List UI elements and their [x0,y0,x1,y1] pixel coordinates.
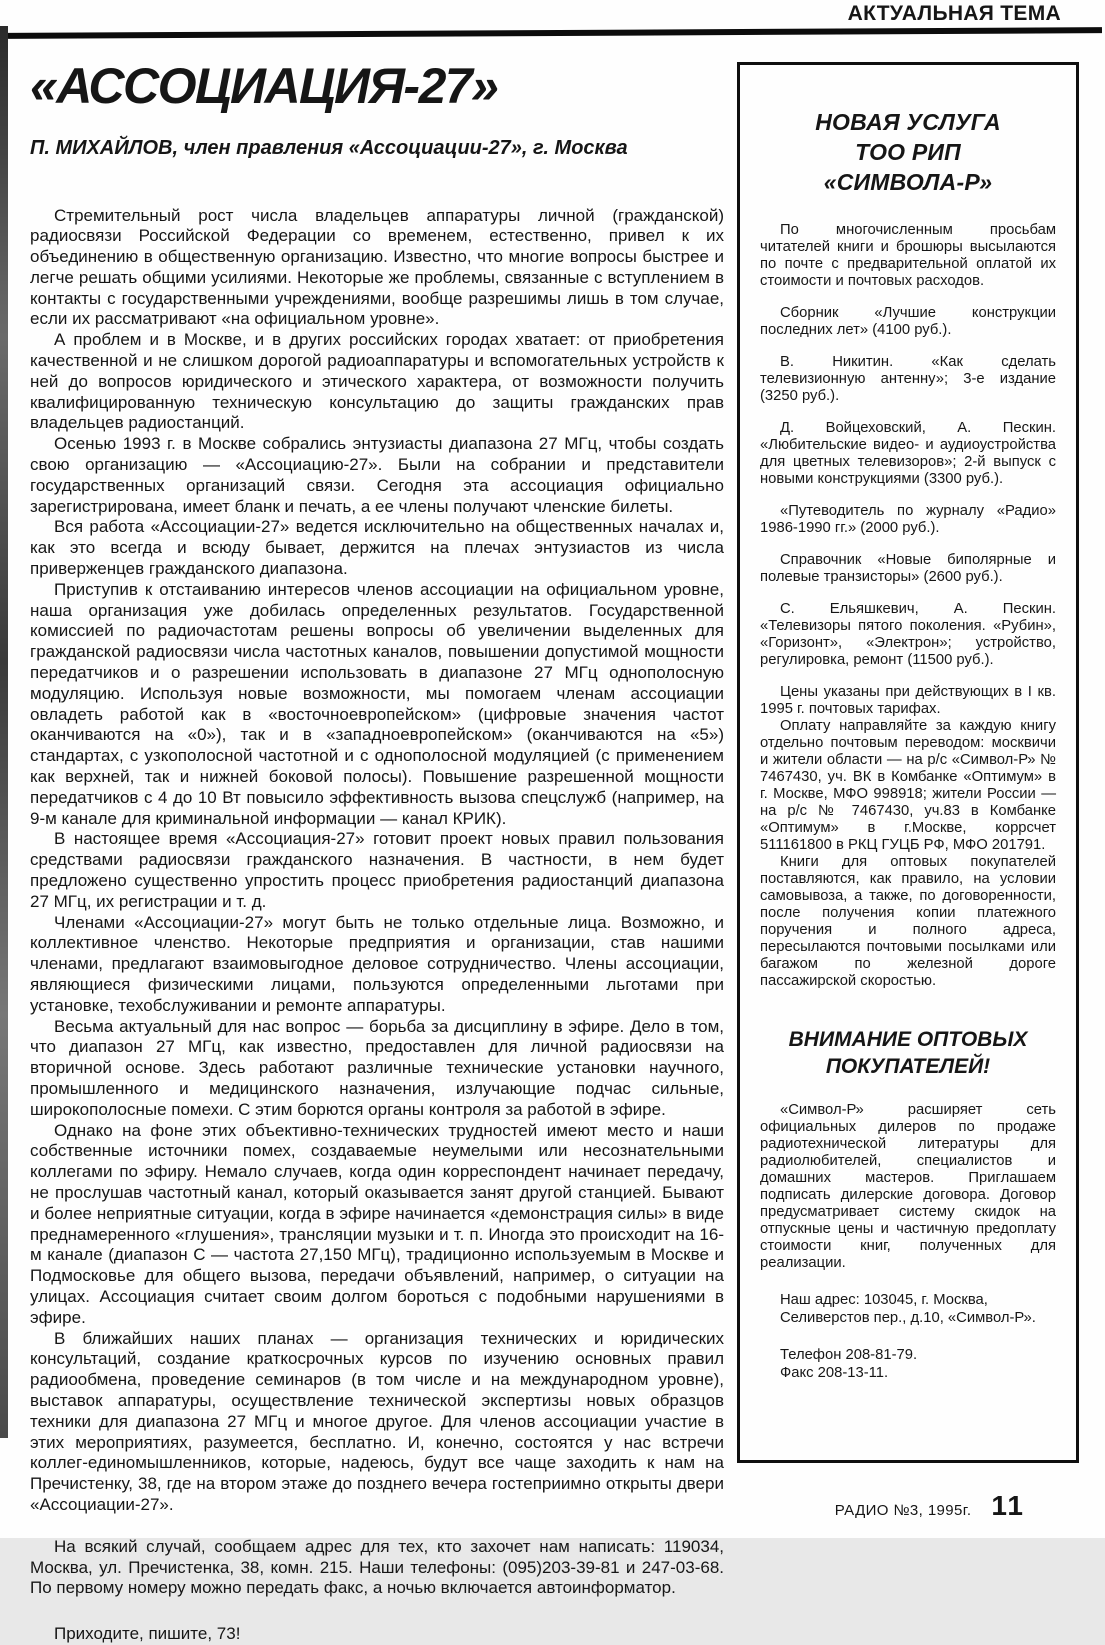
article-title: «АССОЦИАЦИЯ-27» [30,58,498,114]
attention-heading [760,1026,1056,1080]
sidebar-body [760,222,1056,990]
book-item: С. Ельяшкевич, А. Пескин. «Телевизоры пятого поколения. «Рубин», «Горизонт», «Электрон»; устройство, регулировка, ремонт (11500 руб.). [760,601,1056,668]
wholesale-delivery-note: Книги для оптовых покупателей поставляются, как правило, на условии самовывоза, а также, по договоренности, после получения копии платежного поручения и полного адреса, пересылаются почтовыми посылками или багажом по железной дороге пассажирской скоростью. [760,854,1056,989]
payment-instructions: Оплату направляйте за каждую книгу отдельно почтовым переводом: москвичи и жители области — на р/с «Символ-Р» № 7467430, уч. ВК в Комбанке «Оптимум» в г. Москве, МФО 998918; жители России — на р/с № 7467430, уч.83 в Комбанке «Оптимум» в г.Москве, коррсчет 511161800 в РКЦ ГУЦБ РФ, МФО 201791. [760,718,1056,853]
address-line: Селиверстов пер., д.10, «Символ-Р». [780,1310,1036,1326]
header-rule [8,27,1102,39]
book-item: Сборник «Лучшие конструкции последних лет» (4100 руб.). [760,305,1056,338]
book-item: Д. Войцеховский, А. Пескин. «Любительские видео- и аудиоустройства для цветных телевизоров»; 2-й выпуск с новыми конструкциями (3300 руб.). [760,420,1056,487]
article-paragraph: Осенью 1993 г. в Москве собрались энтузиасты диапазона 27 МГц, чтобы создать свою организацию — «Ассоциацию-27». Были на собрании и представители государственных организаций связи. Сегодня эта ассоциация официально зарегистрирована, имеет бланк и печать, а ее члены получают членские билеты. [30,434,724,516]
page-footer [835,1490,1025,1522]
sidebar-ad-box [737,62,1079,1463]
book-item: Справочник «Новые биполярные и полевые транзисторы» (2600 руб.). [760,552,1056,585]
footer-journal: РАДИО №3, 1995г. [834,1502,972,1519]
article-signoff: Приходите, пишите, 73! [54,1624,241,1644]
article-paragraph: В ближайших наших планах — организация технических и юридических консультаций, создание краткосрочных курсов по изучению основных правил радиообмена, проведение семинаров (в том числе и на международном уровне), выставок аппаратуры, осуществление технической экспертизы новых образцов техники для диапазона 27 МГц и многое другое. Для членов ассоциации участие в этих мероприятиях, разумеется, бесплатно. И, конечно, состоятся у нас встречи коллег-единомышленников, которые, надеюсь, будут все чаще заходить к нам на Пречистенку, 38, где на втором этаже до позднего вечера гостеприимно открыты двери «Ассоциации-27». [30,1328,724,1514]
book-item: «Путеводитель по журналу «Радио» 1986-1990 гг.» (2000 руб.). [760,503,1056,536]
sidebar-title-line: «СИМВОЛА-Р» [823,169,993,195]
article-paragraph: А проблем и в Москве, и в других российских городах хватает: от приобретения качественной и не слишком дорогой радиоаппаратуры и вспомогательных устройств к ней до вопросов юридического и этического характера, от возможности получить квалифицированную техническую консультацию до защиты гражданских прав владельцев радиостанций. [30,330,724,433]
address-block [760,1291,1056,1327]
dealers-paragraph: «Символ-Р» расширяет сеть официальных дилеров по продаже радиотехнической литературы для радиолюбителей, специалистов и домашних мастеров. Приглашаем подписать дилерские договора. Договор предусматривает систему скидок на отпускные цены и частичную предоплату стоимости книг, полученных для реализации. [760,1102,1056,1271]
sidebar-title-line: ТОО РИП [855,139,961,165]
phone-line: Телефон 208-81-79. [780,1347,918,1363]
sidebar-title-line: НОВАЯ УСЛУГА [815,109,1001,135]
attention-heading-line: ВНИМАНИЕ ОПТОВЫХ [788,1028,1028,1051]
fax-line: Факс 208-13-11. [780,1365,889,1381]
footer-page-number: 11 [991,1490,1025,1521]
scan-edge-bar [0,26,8,1438]
attention-heading-line: ПОКУПАТЕЛЕЙ! [825,1055,991,1078]
article-paragraph: Стремительный рост числа владельцев аппаратуры личной (гражданской) радиосвязи Российской Федерации со временем, естественно, привел к их объединению в общественную организацию. Известно, что многие вопросы быстрее и легче решать общими усилиями. Некоторые же проблемы, связанные с вступлением в контакты с государственными учреждениями, вообще разрешимы лишь в том случае, если их рассматривают «на официальном уровне». [30,205,724,329]
article-byline: П. МИХАЙЛОВ, член правления «Ассоциации-27», г. Москва [30,136,628,159]
article-paragraph: Членами «Ассоциации-27» могут быть не только отдельные лица. Возможно, и коллективное членство. Некоторые предприятия и организации, став нашими членами, предлагают взаимовыгодное деловое сотрудничество. Члены ассоциации, являющиеся физическими лицами, пользуются определенными льготами при установке, техобслуживании и ремонте аппаратуры. [30,912,724,1015]
article-paragraph: В настоящее время «Ассоциация-27» готовит проект новых правил пользования средствами радиосвязи гражданского назначения. В частности, в нем будет предложено существенно упростить процесс приобретения радиостанций диапазона 27 МГц, их регистрации и т. д. [30,829,724,911]
phone-fax-block [760,1346,1056,1382]
sidebar-intro: По многочисленным просьбам читателей книги и брошюры высылаются по почте с предварительной оплатой их стоимости и почтовых расходов. [760,222,1056,289]
section-kicker: АКТУАЛЬНАЯ ТЕМА [847,2,1061,25]
address-line: Наш адрес: 103045, г. Москва, [780,1292,988,1308]
sidebar-title [760,107,1056,197]
pricing-note: Цены указаны при действующих в I кв. 1995 г. почтовых тарифах. [760,684,1056,717]
article-column [30,60,724,1645]
book-item: В. Никитин. «Как сделать телевизионную антенну»; 3-е издание (3250 руб.). [760,354,1056,404]
attention-body [760,1102,1056,1272]
article-paragraph: Однако на фоне этих объективно-технических трудностей имеют место и наши собственные источники помех, создаваемые неумелыми или несознательными коллегами по эфиру. Немало случаев, когда один корреспондент начинает передачу, не прослушав частотный канал, который оказывается занят другой станцией. Бывают и более неприятные ситуации, когда в эфире начинается «демонстрация силы» в виде преднамеренного «глушения», трансляции музыки и т. п. Иногда это происходит на 16-м канале (диапазон С — частота 27,150 МГц), традиционно используемым в Москве и Подмосковье для общего вызова, передачи объявлений, например, о ситуации на улицах. Ассоциация считает своим долгом бороться с подобными нарушениями в эфире. [30,1120,724,1327]
article-contact-paragraph: На всякий случай, сообщаем адрес для тех, кто захочет нам написать: 119034, Москва, ул. Пречистенка, 38, комн. 215. Наши телефоны: (095)203-39-81 и 247-03-68. По первому номеру можно передать факс, а ночью включается автоинформатор. [30,1536,724,1598]
article-paragraph: Приступив к отстаиванию интересов членов ассоциации на официальном уровне, наша организация уже добилась определенных результатов. Государственной комиссией по радиочастотам решены вопросы об увеличении выделенных для гражданской радиосвязи числа частотных каналов, повышении допустимой мощности передатчиков и о разрешении использовать в диапазоне 27 МГц однополосную модуляцию. Используя новые возможности, мы помогаем членам ассоциации овладеть работой как в «восточноевропейском» (цифровые значения частот оканчиваются на «0»), так и в «западноевропейском» (оканчиваются на «5») стандартах, с узкополосной частотной и с однополосной модуляцией (с применением как верхней, так и нижней боковой полосы). Повышение разрешенной мощности передатчиков с 4 до 10 Вт повысило эффективность вызова спецслужб (например, на 9-м канале для криминальной информации — канал КРИК). [30,579,724,828]
article-paragraph: Вся работа «Ассоциации-27» ведется исключительно на общественных началах и, как это всегда и всюду бывает, держится на плечах энтузиастов из числа приверженцев гражданского диапазона. [30,517,724,579]
article-body [30,206,724,1645]
article-paragraph: Весьма актуальный для нас вопрос — борьба за дисциплину в эфире. Дело в том, что диапазон 27 МГц, как известно, предоставлен для личной радиосвязи на вторичной основе. Здесь работают различные технические установки научного, промышленного и медицинского назначения, излучающие подчас сильные, широкополосные помехи. С этим борются органы контроля за работой в эфире. [30,1016,724,1119]
